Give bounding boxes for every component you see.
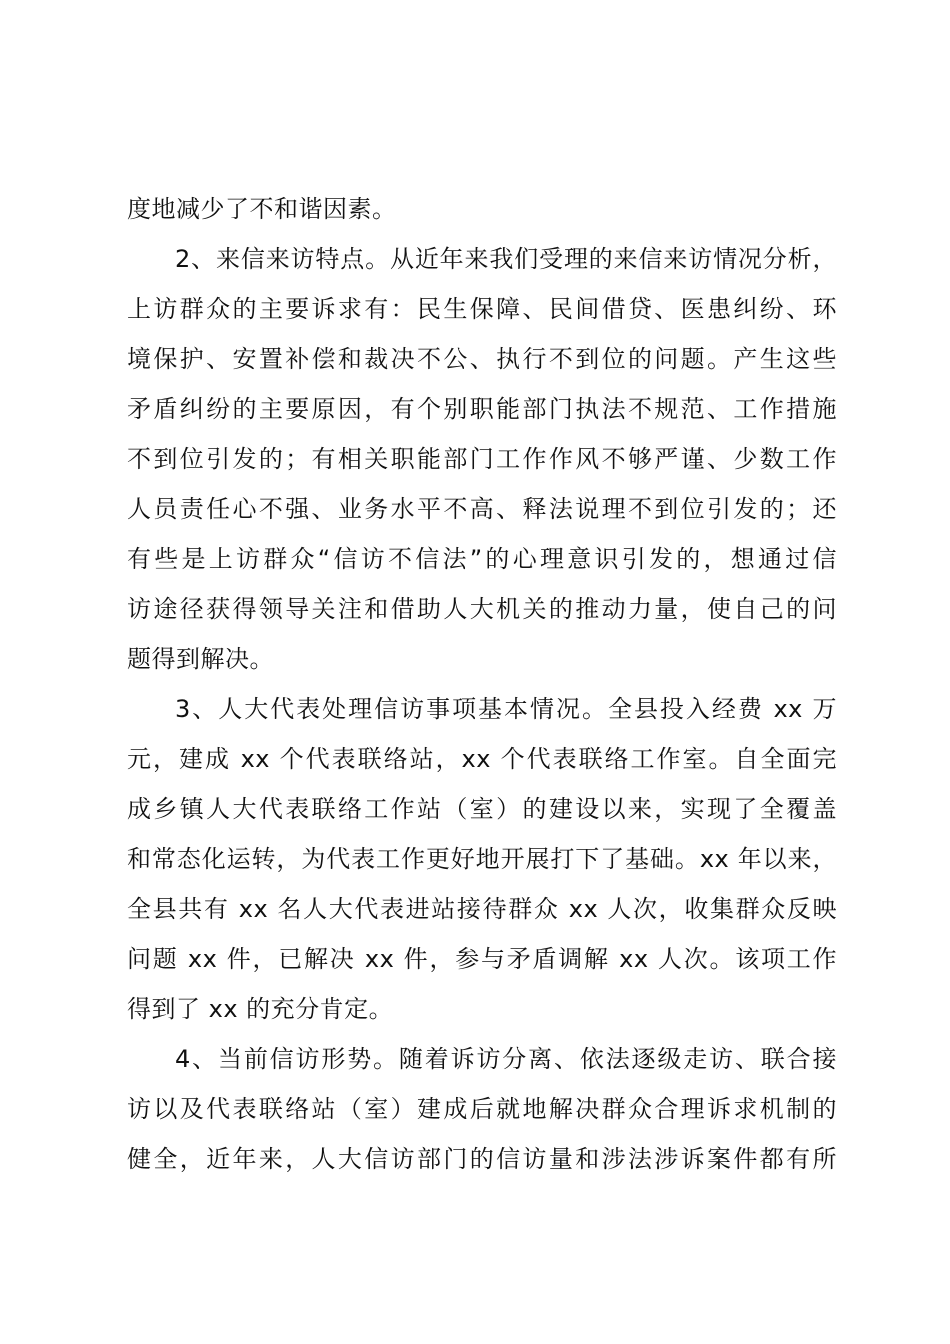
text-line: 题得到解决。: [127, 645, 274, 673]
text-line: 访途径获得领导关注和借助人大机关的推动力量，使自己的问: [127, 595, 837, 623]
text-line: 得到了 xx 的充分肯定。: [127, 995, 394, 1023]
text-line: 度地减少了不和谐因素。: [127, 195, 397, 223]
paragraph-2-first-line: 2、来信来访特点。从近年来我们受理的来信来访情况分析，: [175, 245, 837, 273]
text-line: 问题 xx 件，已解决 xx 件，参与矛盾调解 xx 人次。该项工作: [127, 945, 837, 973]
text-line: 境保护、安置补偿和裁决不公、执行不到位的问题。产生这些: [127, 345, 837, 373]
text-line: 健全，近年来，人大信访部门的信访量和涉法涉诉案件都有所: [127, 1145, 837, 1173]
text-line: 元，建成 xx 个代表联络站，xx 个代表联络工作室。自全面完: [127, 745, 837, 773]
text-line: 有些是上访群众“信访不信法”的心理意识引发的，想通过信: [127, 545, 837, 573]
paragraph-3-first-line: 3、人大代表处理信访事项基本情况。全县投入经费 xx 万: [175, 695, 837, 723]
document-body: [127, 184, 837, 1184]
paragraph-4-first-line: 4、当前信访形势。随着诉访分离、依法逐级走访、联合接: [175, 1045, 837, 1073]
text-line: 矛盾纠纷的主要原因，有个别职能部门执法不规范、工作措施: [127, 395, 837, 423]
text-line: 上访群众的主要诉求有：民生保障、民间借贷、医患纠纷、环: [127, 295, 837, 323]
text-line: 和常态化运转，为代表工作更好地开展打下了基础。xx 年以来，: [127, 845, 837, 873]
text-line: 人员责任心不强、业务水平不高、释法说理不到位引发的；还: [127, 495, 837, 523]
text-line: 不到位引发的；有相关职能部门工作作风不够严谨、少数工作: [127, 445, 837, 473]
text-line: 全县共有 xx 名人大代表进站接待群众 xx 人次，收集群众反映: [127, 895, 837, 923]
text-line: 成乡镇人大代表联络工作站（室）的建设以来，实现了全覆盖: [127, 795, 837, 823]
text-line: 访以及代表联络站（室）建成后就地解决群众合理诉求机制的: [127, 1095, 837, 1123]
